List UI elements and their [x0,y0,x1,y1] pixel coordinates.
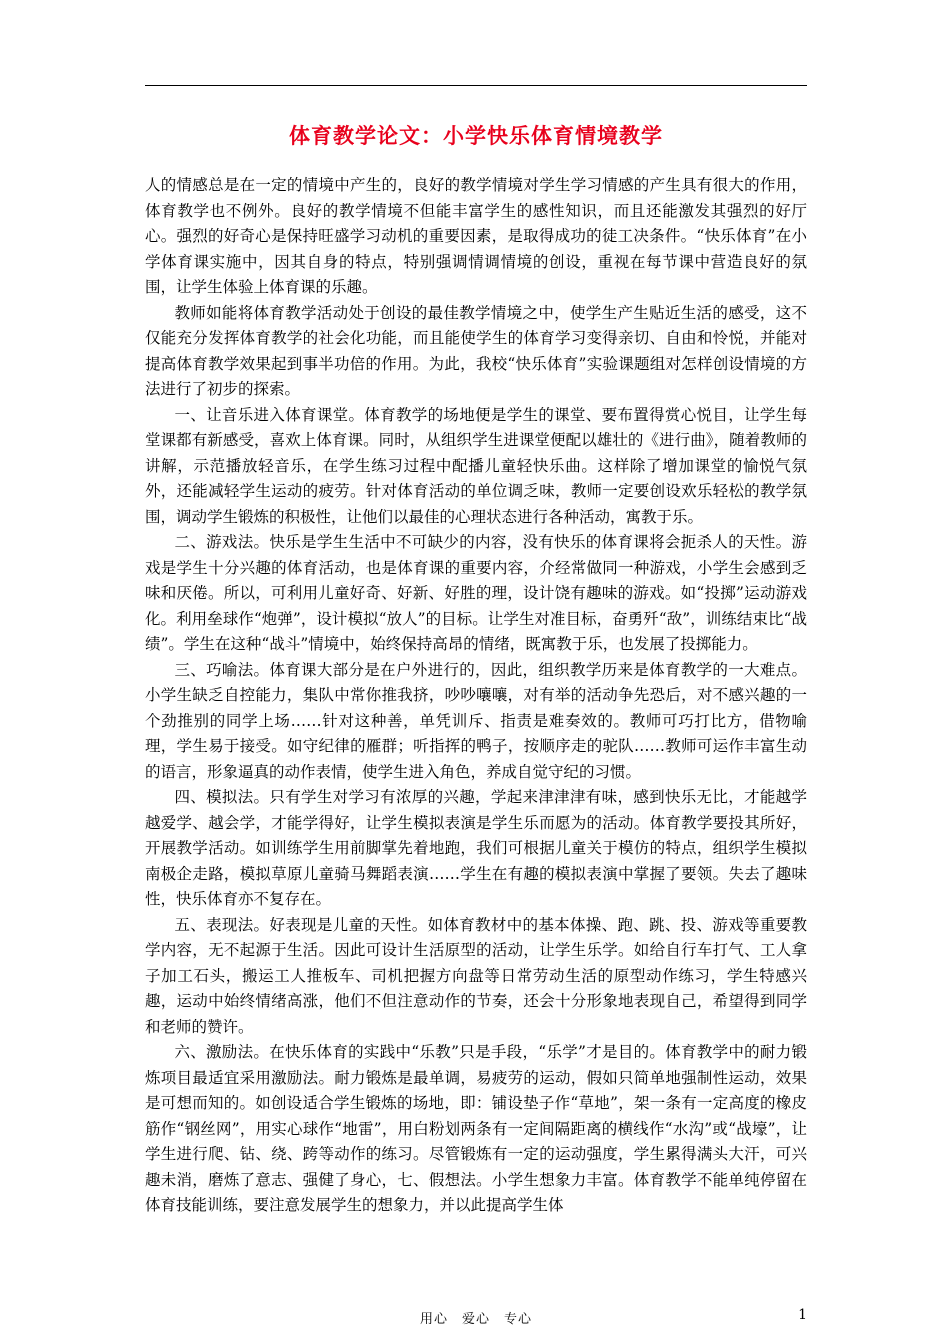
document-body [145,173,807,1219]
paragraph-incentive-method: 六、激励法。在快乐体育的实践中“乐教”只是手段，“乐学”才是目的。体育教学中的耐力锻炼项目最适宜采用激励法。耐力锻炼是最单调，易疲劳的运动，假如只简单地强制性运动，效果是可想而知的。如创设适合学生锻炼的场地，即：铺设垫子作“草地”，架一条有一定高度的橡皮筋作“钢丝网”，用实心球作“地雷”，用白粉划两条有一定间隔距离的横线作“水沟”或“战壕”，让学生进行爬、钻、绕、跨等动作的练习。尽管锻炼有一定的运动强度，学生累得满头大汗，可兴趣未消，磨炼了意志、强健了身心，七、假想法。小学生想象力丰富。体育教学不能单纯停留在体育技能训练，要注意发展学生的想象力，并以此提高学生体 [145,1043,807,1214]
paragraph-intro: 人的情感总是在一定的情境中产生的，良好的教学情境对学生学习情感的产生具有很大的作用，体育教学也不例外。良好的教学情境不但能丰富学生的感性知识，而且还能激发其强烈的好厅心。强烈的好奇心是保持旺盛学习动机的重要因素，是取得成功的徒工决条件。“快乐体育”在小学体育课实施中，因其自身的特点，特别强调情调情境的创设，重视在每节课中营造良好的氛围，让学生体验上体育课的乐趣。 [145,176,807,296]
header-rule [145,85,807,86]
paragraph-teacher-situation: 教师如能将体育教学活动处于创设的最佳教学情境之中，使学生产生贴近生活的感受，这不仅能充分发挥体育教学的社会化功能，而且能使学生的体育学习变得亲切、自由和怜悦，并能对提高体育教学效果起到事半功倍的作用。为此，我校“快乐体育”实验课题组对怎样创设情境的方法进行了初步的探索。 [145,303,807,398]
paragraph-music-method: 一、让音乐进入体育课堂。体育教学的场地便是学生的课堂、要布置得赏心悦目，让学生每堂课都有新感受，喜欢上体育课。同时，从组织学生进课堂便配以雄壮的《进行曲》，随着教师的讲解，示范播放轻音乐，在学生练习过程中配播儿童轻快乐曲。这样除了增加课堂的愉悦气氛外，还能减轻学生运动的疲劳。针对体育活动的单位调乏味，教师一定要创设欢乐轻松的教学氛围，调动学生锻炼的积极性，让他们以最佳的心理状态进行各种活动，寓教于乐。 [145,405,807,526]
paragraph-expression-method: 五、表现法。好表现是儿童的天性。如体育教材中的基本体操、跑、跳、投、游戏等重要教学内容，无不起源于生活。因此可设计生活原型的活动，让学生乐学。如给自行车打气、工人拿子加工石头，搬运工人推板车、司机把握方向盘等日常劳动生活的原型动作练习，学生特感兴趣，运动中始终情绪高涨，他们不但注意动作的节奏，还会十分形象地表现自己，希望得到同学和老师的赞许。 [145,915,807,1036]
page-number: 1 [798,1307,807,1323]
paragraph-game-method: 二、游戏法。快乐是学生生活中不可缺少的内容，没有快乐的体育课将会扼杀人的天性。游戏是学生十分兴趣的体育活动，也是体育课的重要内容，介经常做同一种游戏，小学生会感到乏味和厌倦。所以，可利用儿童好奇、好新、好胜的理，设计饶有趣味的游戏。如“投掷”运动游戏化。利用垒球作“炮弹”，设计模拟“放人”的目标。让学生对准目标，奋勇歼“敌”，训练结束比“战绩”。学生在这种“战斗”情境中，始终保持高昂的情绪，既寓教于乐，也发展了投掷能力。 [145,533,807,653]
paragraph-simulation-method: 四、模拟法。只有学生对学习有浓厚的兴趣，学起来津津津有味，感到快乐无比，才能越学越爱学、越会学，才能学得好，让学生模拟表演是学生乐而愿为的活动。体育教学要投其所好，开展教学活动。如训练学生用前脚掌先着地跑，我们可根据儿童关于模仿的特点，组织学生模拟南极企走路，模拟草原儿童骑马舞蹈表演……学生在有趣的模拟表演中掌握了要领。失去了趣味性，快乐体育亦不复存在。 [145,788,807,908]
paragraph-metaphor-method: 三、巧喻法。体育课大部分是在户外进行的，因此，组织教学历来是体育教学的一大难点。小学生缺乏自控能力，集队中常你推我挤，吵吵嚷嚷，对有举的活动争先恐后，对不感兴趣的一个劲推别的同学上场……针对这种善，单凭训斥、指责是难奏效的。教师可巧打比方，借物喻理，学生易于接受。如守纪律的雁群；听指挥的鸭子，按顺序走的驼队……教师可运作丰富生动的语言，形象逼真的动作表情，使学生进入角色，养成自觉守纪的习惯。 [145,660,807,781]
document-title: 体育教学论文：小学快乐体育情境教学 [289,123,663,148]
page-footer: 用心 爱心 专心 [419,1312,532,1327]
